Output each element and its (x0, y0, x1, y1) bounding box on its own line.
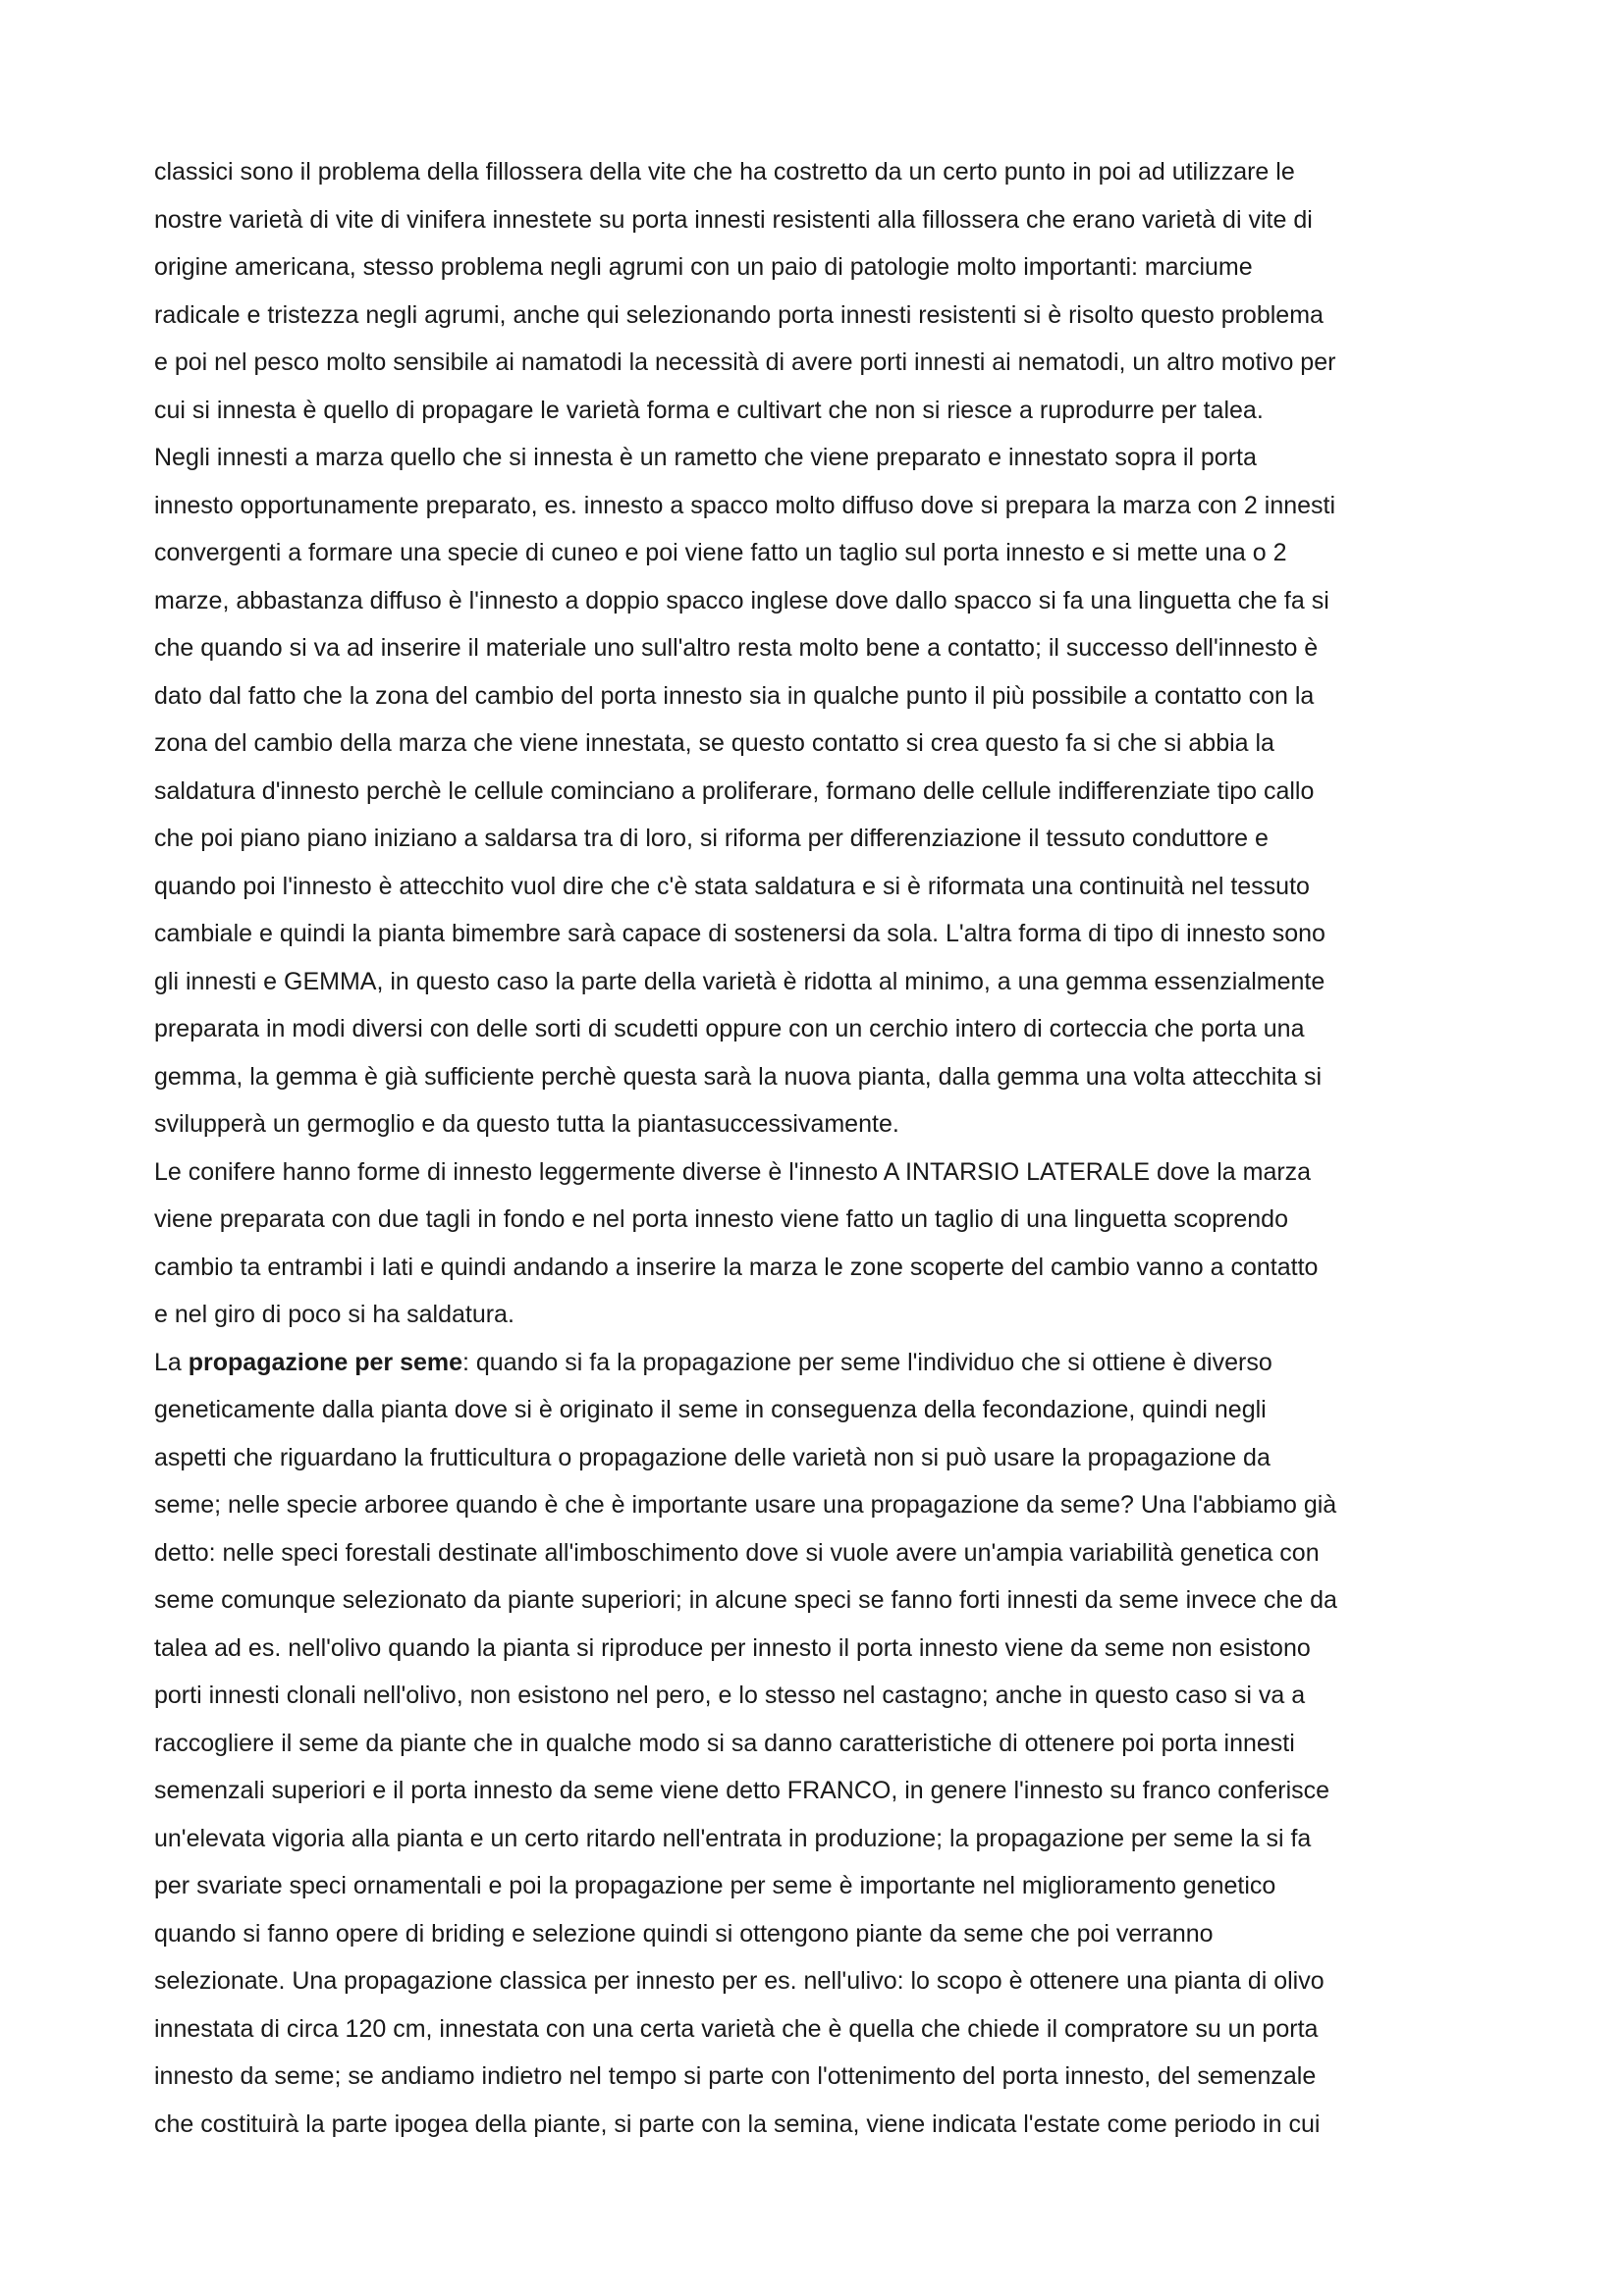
text-line: classici sono il problema della fillossera della vite che ha costretto da un certo punto in poi ad utilizzare le (154, 158, 1295, 186)
text-line: svilupperà un germoglio e da questo tutta la piantasuccessivamente. (154, 1110, 899, 1138)
propagation-term: propagazione per seme (188, 1348, 463, 1376)
text-line: gemma, la gemma è già sufficiente perchè questa sarà la nuova pianta, dalla gemma una volta attecchita si (154, 1062, 1323, 1091)
text-line: gli innesti e GEMMA, in questo caso la parte della varietà è ridotta al minimo, a una gemma essenzialmente (154, 967, 1325, 995)
text-line: viene preparata con due tagli in fondo e nel porta innesto viene fatto un taglio di una linguetta scoprendo (154, 1205, 1288, 1233)
text-line: radicale e tristezza negli agrumi, anche qui selezionando porta innesti resistenti si è risolto questo problema (154, 300, 1324, 329)
text-line: origine americana, stesso problema negli agrumi con un paio di patologie molto importanti: marciume (154, 253, 1253, 281)
text-line: semenzali superiori e il porta innesto da seme viene detto FRANCO, in genere l'innesto su franco conferisce (154, 1777, 1330, 1804)
text-line: quando poi l'innesto è attecchito vuol dire che c'è stata saldatura e si è riformata una continuità nel tessuto (154, 872, 1310, 900)
text-line: cambiale e quindi la pianta bimembre sarà capace di sostenersi da sola. L'altra forma di tipo di innesto sono (154, 920, 1325, 947)
text-line: che costituirà la parte ipogea della piante, si parte con la semina, viene indicata l'estate come periodo in cui (154, 2109, 1321, 2138)
text-line: quando si fanno opere di briding e selezione quindi si ottengono piante da seme che poi verranno (154, 1919, 1214, 1948)
text-line: un'elevata vigoria alla pianta e un certo ritardo nell'entrata in produzione; la propagazione per seme la si fa (154, 1824, 1312, 1852)
propagation-prefix: La (154, 1348, 189, 1376)
text-line: detto: nelle speci forestali destinate all'imboschimento dove si vuole avere un'ampia variabilità genetica con (154, 1538, 1320, 1567)
body-text (154, 148, 1489, 2148)
text-line: che poi piano piano iniziano a saldarsa tra di loro, si riforma per differenziazione il tessuto conduttore e (154, 825, 1269, 852)
text-line: e nel giro di poco si ha saldatura. (154, 1301, 514, 1328)
text-line: per svariate speci ornamentali e poi la propagazione per seme è importante nel miglioramento genetico (154, 1872, 1276, 1899)
text-line: cambio ta entrambi i lati e quindi andando a inserire la marza le zone scoperte del cambio vanno a contatto (154, 1253, 1319, 1281)
text-line: geneticamente dalla pianta dove si è originato il seme in conseguenza della fecondazione, quindi negli (154, 1396, 1267, 1423)
text-line: nostre varietà di vite di vinifera innestete su porta innesti resistenti alla fillossera che erano varietà di vite di (154, 205, 1313, 234)
text-line: cui si innesta è quello di propagare le varietà forma e cultivart che non si riesce a ruprodurre per talea. (154, 396, 1264, 424)
text-line: innesto opportunamente preparato, es. innesto a spacco molto diffuso dove si prepara la marza con 2 innesti (154, 491, 1336, 519)
text-line: innestata di circa 120 cm, innestata con una certa varietà che è quella che chiede il compratore su un porta (154, 2014, 1319, 2043)
text-line: selezionate. Una propagazione classica per innesto per es. nell'ulivo: lo scopo è ottenere una pianta di olivo (154, 1967, 1325, 1995)
text-line: dato dal fatto che la zona del cambio del porta innesto sia in qualche punto il più possibile a contatto con la (154, 681, 1315, 710)
text-line: e poi nel pesco molto sensibile ai namatodi la necessità di avere porti innesti ai nematodi, un altro motivo per (154, 348, 1336, 376)
text-line: seme; nelle specie arboree quando è che è importante usare una propagazione da seme? Una l'abbiamo già (154, 1491, 1337, 1519)
text-line: raccogliere il seme da piante che in qualche modo si sa danno caratteristiche di ottenere poi porta innesti (154, 1729, 1295, 1757)
text-line: Le conifere hanno forme di innesto leggermente diverse è l'innesto A INTARSIO LATERALE dove la marza (154, 1157, 1312, 1186)
text-line: saldatura d'innesto perchè le cellule cominciano a proliferare, formano delle cellule indifferenziate tipo callo (154, 776, 1315, 805)
text-line: convergenti a formare una specie di cuneo e poi viene fatto un taglio sul porta innesto e si mette una o 2 (154, 539, 1287, 566)
text-line: zona del cambio della marza che viene innestata, se questo contatto si crea questo fa si che si abbia la (154, 729, 1274, 757)
text-line: seme comunque selezionato da piante superiori; in alcune speci se fanno forti innesti da seme invece che da (154, 1586, 1337, 1614)
propagation-heading-line (154, 1339, 1489, 1387)
text-line: Negli innesti a marza quello che si innesta è un rametto che viene preparato e innestato sopra il porta (154, 444, 1257, 471)
text-line: talea ad es. nell'olivo quando la pianta si riproduce per innesto il porta innesto viene da seme non esistono (154, 1633, 1311, 1662)
text-line: preparata in modi diversi con delle sorti di scudetti oppure con un cerchio intero di corteccia che porta una (154, 1015, 1305, 1042)
text-line: innesto da seme; se andiamo indietro nel tempo si parte con l'ottenimento del porta innesto, del semenzale (154, 2062, 1317, 2090)
text-line: marze, abbastanza diffuso è l'innesto a doppio spacco inglese dove dallo spacco si fa una linguetta che fa si (154, 586, 1329, 614)
propagation-rest: : quando si fa la propagazione per seme l'individuo che si ottiene è diverso (462, 1348, 1272, 1376)
text-line: porti innesti clonali nell'olivo, non esistono nel pero, e lo stesso nel castagno; anche in questo caso si va a (154, 1682, 1306, 1709)
text-line: aspetti che riguardano la frutticultura o propagazione delle varietà non si può usare la propagazione da (154, 1443, 1271, 1471)
text-line: che quando si va ad inserire il materiale uno sull'altro resta molto bene a contatto; il successo dell'innesto è (154, 634, 1319, 662)
